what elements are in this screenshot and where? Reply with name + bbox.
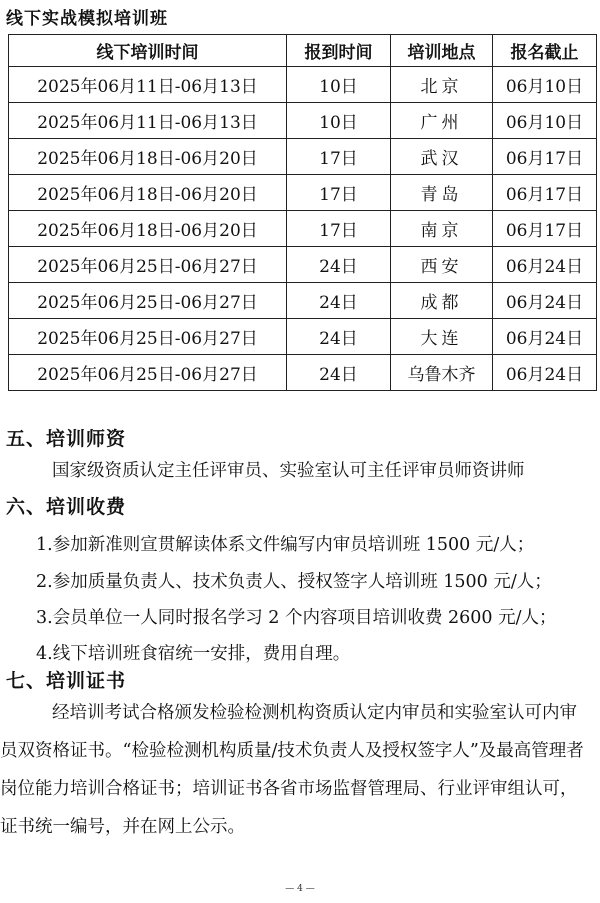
page-title: 线下实战模拟培训班 (6, 9, 168, 29)
table-row (9, 175, 597, 211)
cell-location: 南京 (391, 211, 493, 247)
table-row (9, 283, 597, 319)
section-heading-certificate: 七、培训证书 (6, 670, 127, 692)
cell-training-time: 2025年06月18日-06月20日 (9, 211, 287, 247)
cell-location: 青岛 (391, 175, 493, 211)
cell-location: 广州 (391, 103, 493, 139)
cell-training-time: 2025年06月25日-06月27日 (9, 319, 287, 355)
cell-deadline: 06月10日 (493, 67, 597, 103)
cell-location: 乌鲁木齐 (391, 355, 493, 391)
certificate-text: 经培训考试合格颁发检验检测机构资质认定内审员和实验室认可内审员双资格证书。“检验检测机构质量/技术负责人及授权签字人”及最高管理者岗位能力培训合格证书；培训证书各省市场监督管理局、行业评审组认可，证书统一编号，并在网上公示。 (0, 703, 584, 837)
section-heading-fees: 六、培训收费 (6, 496, 127, 518)
cell-checkin-time: 24日 (287, 355, 391, 391)
table-row (9, 103, 597, 139)
table-row (9, 355, 597, 391)
table-row (9, 67, 597, 103)
cell-deadline: 06月10日 (493, 103, 597, 139)
cell-location: 武汉 (391, 139, 493, 175)
cell-training-time: 2025年06月25日-06月27日 (9, 247, 287, 283)
cell-deadline: 06月24日 (493, 355, 597, 391)
cell-training-time: 2025年06月18日-06月20日 (9, 139, 287, 175)
cell-checkin-time: 10日 (287, 67, 391, 103)
cell-checkin-time: 24日 (287, 319, 391, 355)
table-row (9, 247, 597, 283)
cell-training-time: 2025年06月25日-06月27日 (9, 355, 287, 391)
header-location: 培训地点 (391, 35, 493, 67)
training-schedule-table (8, 34, 597, 391)
cell-deadline: 06月24日 (493, 247, 597, 283)
cell-location: 大连 (391, 319, 493, 355)
table-row (9, 211, 597, 247)
cell-checkin-time: 17日 (287, 175, 391, 211)
table-row (9, 319, 597, 355)
fee-item: 1.参加新准则宣贯解读体系文件编写内审员培训班 1500 元/人； (36, 535, 535, 555)
table-row (9, 139, 597, 175)
cell-training-time: 2025年06月18日-06月20日 (9, 175, 287, 211)
cell-training-time: 2025年06月11日-06月13日 (9, 103, 287, 139)
cell-checkin-time: 24日 (287, 247, 391, 283)
header-training-time: 线下培训时间 (9, 35, 287, 67)
section-heading-instructors: 五、培训师资 (6, 428, 127, 450)
cell-checkin-time: 24日 (287, 283, 391, 319)
cell-deadline: 06月17日 (493, 139, 597, 175)
cell-training-time: 2025年06月25日-06月27日 (9, 283, 287, 319)
header-deadline: 报名截止 (493, 35, 597, 67)
fee-item: 3.会员单位一人同时报名学习 2 个内容项目培训收费 2600 元/人； (36, 608, 557, 628)
cell-checkin-time: 17日 (287, 211, 391, 247)
cell-checkin-time: 10日 (287, 103, 391, 139)
cell-deadline: 06月17日 (493, 211, 597, 247)
cell-deadline: 06月24日 (493, 283, 597, 319)
cell-location: 成都 (391, 283, 493, 319)
page-number: — 4 — (285, 884, 315, 894)
table-header-row (9, 35, 597, 67)
fee-item: 2.参加质量负责人、技术负责人、授权签字人培训班 1500 元/人； (36, 572, 552, 592)
header-checkin-time: 报到时间 (287, 35, 391, 67)
fee-item: 4.线下培训班食宿统一安排，费用自理。 (36, 644, 351, 664)
instructors-text: 国家级资质认定主任评审员、实验室认可主任评审员师资讲师 (52, 461, 525, 481)
cell-location: 西安 (391, 247, 493, 283)
cell-deadline: 06月24日 (493, 319, 597, 355)
cell-training-time: 2025年06月11日-06月13日 (9, 67, 287, 103)
cell-deadline: 06月17日 (493, 175, 597, 211)
cell-location: 北京 (391, 67, 493, 103)
cell-checkin-time: 17日 (287, 139, 391, 175)
